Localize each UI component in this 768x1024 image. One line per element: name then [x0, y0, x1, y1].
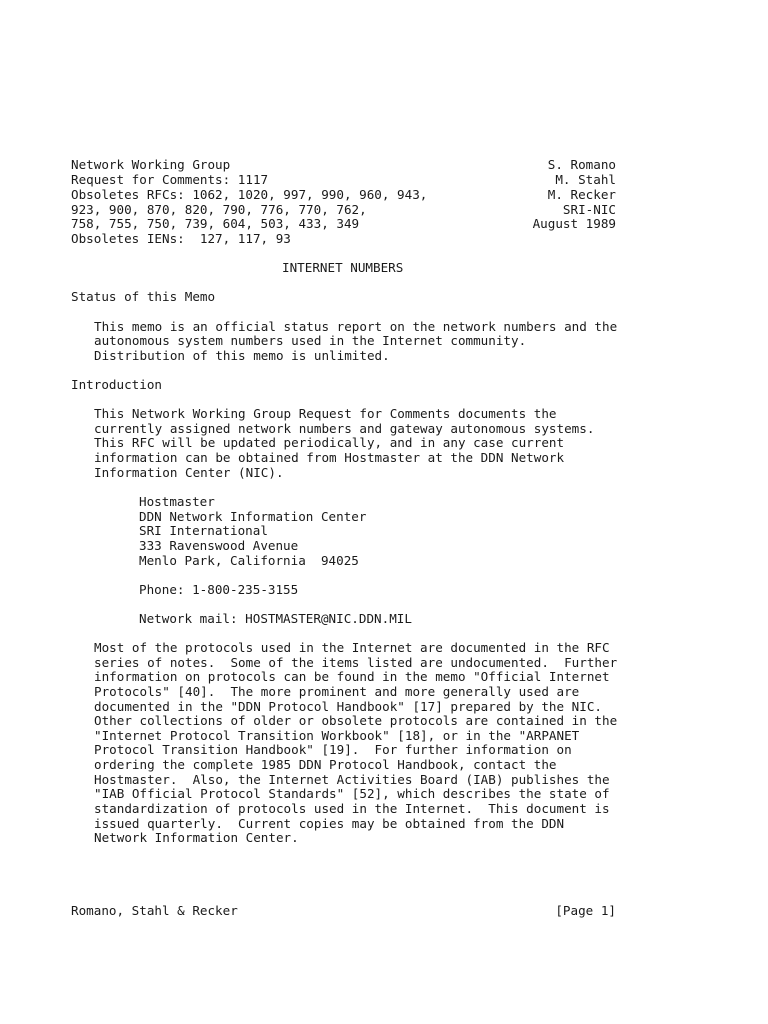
protocols-text-line: standardization of protocols used in the Internet. This document is: [94, 801, 610, 816]
protocols-text-line: documented in the "DDN Protocol Handbook" [17] prepared by the NIC.: [94, 699, 602, 714]
protocols-text-line: issued quarterly. Current copies may be obtained from the DDN: [94, 816, 565, 831]
network-mail-line: Network mail: HOSTMASTER@NIC.DDN.MIL: [139, 611, 412, 626]
intro-text-line: This RFC will be updated periodically, and in any case current: [94, 435, 565, 450]
header-left-line: 758, 755, 750, 739, 604, 503, 433, 349: [71, 216, 360, 231]
header-left-line: Request for Comments: 1117: [71, 172, 269, 187]
protocols-text-line: Other collections of older or obsolete protocols are contained in the: [94, 713, 618, 728]
footer-authors: Romano, Stahl & Recker: [71, 903, 238, 918]
protocols-text-line: Hostmaster. Also, the Internet Activities Board (IAB) publishes the: [94, 772, 610, 787]
header-left-line: 923, 900, 870, 820, 790, 776, 770, 762,: [71, 202, 367, 217]
section-heading-status: Status of this Memo: [71, 289, 216, 304]
protocols-text-line: Network Information Center.: [94, 830, 299, 845]
address-line: 333 Ravenswood Avenue: [139, 538, 299, 553]
header-left-line: Network Working Group: [71, 157, 231, 172]
protocols-text-line: Protocol Transition Handbook" [19]. For further information on: [94, 742, 572, 757]
phone-line: Phone: 1-800-235-3155: [139, 582, 299, 597]
header-left-line: Obsoletes IENs: 127, 117, 93: [71, 231, 291, 246]
intro-text-line: currently assigned network numbers and gateway autonomous systems.: [94, 421, 595, 436]
address-line: Hostmaster: [139, 494, 215, 509]
protocols-text-line: Most of the protocols used in the Internet are documented in the RFC: [94, 640, 610, 655]
header-left-line: Obsoletes RFCs: 1062, 1020, 997, 990, 960, 943,: [71, 187, 428, 202]
protocols-text-line: "Internet Protocol Transition Workbook" [18], or in the "ARPANET: [94, 728, 580, 743]
header-right-line: August 1989: [532, 216, 616, 231]
intro-text-line: Information Center (NIC).: [94, 465, 284, 480]
header-right-line: S. Romano: [547, 157, 616, 172]
document-title: INTERNET NUMBERS: [282, 260, 404, 275]
section-heading-introduction: Introduction: [71, 377, 162, 392]
protocols-text-line: information on protocols can be found in the memo "Official Internet: [94, 669, 610, 684]
address-line: SRI International: [139, 523, 268, 538]
header-right-line: SRI-NIC: [562, 202, 616, 217]
protocols-text-line: "IAB Official Protocol Standards" [52], which describes the state of: [94, 786, 610, 801]
status-text-line: This memo is an official status report on the network numbers and the: [94, 319, 618, 334]
address-line: Menlo Park, California 94025: [139, 553, 359, 568]
intro-text-line: This Network Working Group Request for Comments documents the: [94, 406, 557, 421]
status-text-line: Distribution of this memo is unlimited.: [94, 348, 390, 363]
header-right-line: M. Recker: [547, 187, 616, 202]
address-line: DDN Network Information Center: [139, 509, 367, 524]
intro-text-line: information can be obtained from Hostmaster at the DDN Network: [94, 450, 565, 465]
protocols-text-line: Protocols" [40]. The more prominent and more generally used are: [94, 684, 580, 699]
status-text-line: autonomous system numbers used in the Internet community.: [94, 333, 527, 348]
protocols-text-line: ordering the complete 1985 DDN Protocol Handbook, contact the: [94, 757, 557, 772]
footer-page-number: [Page 1]: [555, 903, 616, 918]
protocols-text-line: series of notes. Some of the items listed are undocumented. Further: [94, 655, 618, 670]
header-right-line: M. Stahl: [555, 172, 616, 187]
